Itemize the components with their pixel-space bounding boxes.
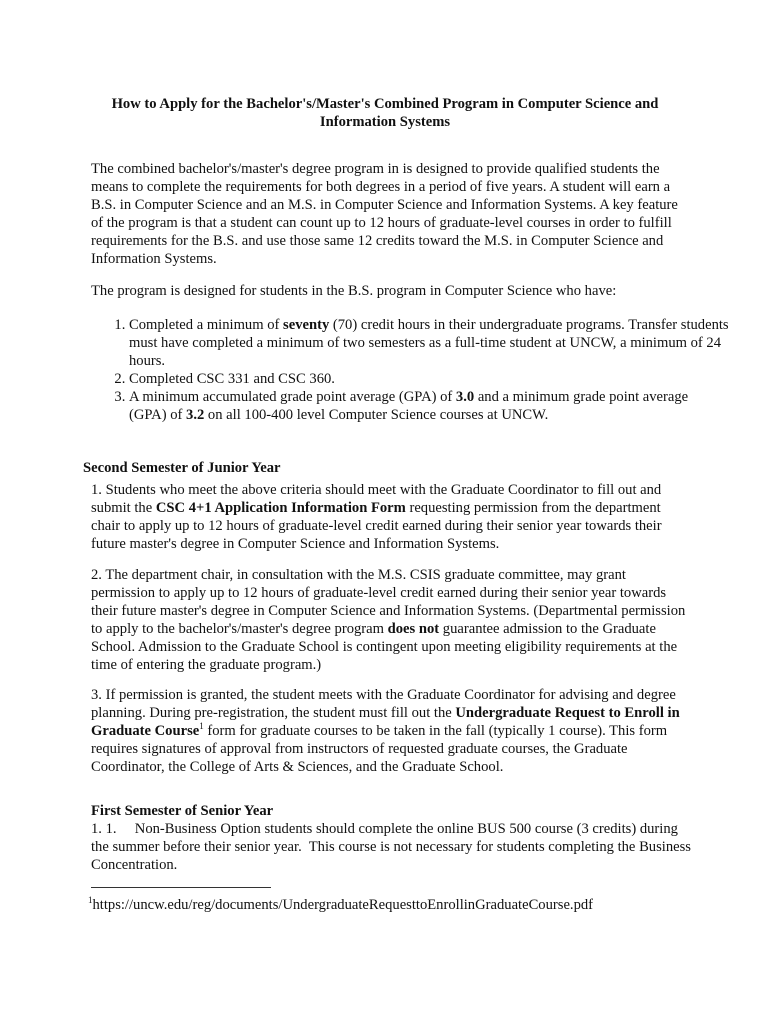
junior-step-3: 3. If permission is granted, the student meets with the Graduate Coordinator for advising and degree planning. During pre-registration, the student must fill out the Undergraduate Request to Enroll in Graduate Course$^1$ form for graduate courses to be taken in the fall (typically 1 course). This form requires signatures of approval from instructors of requested graduate courses, the Graduate Coordinator, the College of Arts & Sciences, and the Graduate School. [91,687,680,775]
footnote [88,896,708,914]
footnote-ref: 1 [199,721,204,732]
intro-paragraph: The combined bachelor's/master's degree program in is designed to provide qualified students the means to complete the requirements for both degrees in a period of five years. A student will earn a B.S. in Computer Science and an M.S. in Computer Science and Information Systems. A key feature of the program is that a student can count up to 12 hours of graduate-level courses in order to fulfill requirements for the B.S. and use those same 12 credits toward the M.S. in Computer Science and Information Systems. [91,161,678,267]
footnote-divider [91,887,271,888]
criteria-item-2: 2. Completed CSC 331 and CSC 360. [129,370,729,388]
senior-year-heading: First Semester of Senior Year [91,803,274,819]
junior-year-heading: Second Semester of Junior Year [83,460,281,476]
designed-for-paragraph: The program is designed for students in the B.S. program in Computer Science who have: [91,283,617,299]
junior-step-1: 1. Students who meet the above criteria should meet with the Graduate Coordinator to fill out and submit the CSC 4+1 Application Information Form requesting permission from the department chair to apply up to 12 hours of graduate-level credit earned during their senior year towards their future master's degree in Computer Science and Information Systems. [91,482,662,552]
criteria-list [91,316,729,424]
criteria-item-1: 1. Completed a minimum of seventy (70) credit hours in their undergraduate programs. Transfer students must have completed a minimum of two semesters as a full-time student at UNCW, a minimum of 24 hours. [129,316,729,370]
criteria-item-3: 3. A minimum accumulated grade point average (GPA) of 3.0 and a minimum grade point average (GPA) of 3.2 on all 100-400 level Computer Science courses at UNCW. [129,388,729,424]
junior-step-2: 2. The department chair, in consultation with the M.S. CSIS graduate committee, may grant permission to apply up to 12 hours of graduate-level credit earned during their senior year towards their future master's degree in Computer Science and Information Systems. (Departmental permission to apply to the bachelor's/master's degree program does not guarantee admission to the Graduate School. Admission to the Graduate School is contingent upon meeting eligibility requirements at the time of entering the graduate program.) [91,567,686,673]
page-title: How to Apply for the Bachelor's/Master's Combined Program in Computer Science and Information Systems [111,96,659,130]
senior-step-1: 1. 1. Non-Business Option students should complete the online BUS 500 course (3 credits) during the summer before their senior year. This course is not necessary for students completing the Business Concentration. [91,821,695,873]
footnote-url: https://uncw.edu/reg/documents/UndergraduateRequesttoEnrollinGraduateCourse.pdf [92,897,594,913]
footnote-mark: 1 [88,895,93,906]
